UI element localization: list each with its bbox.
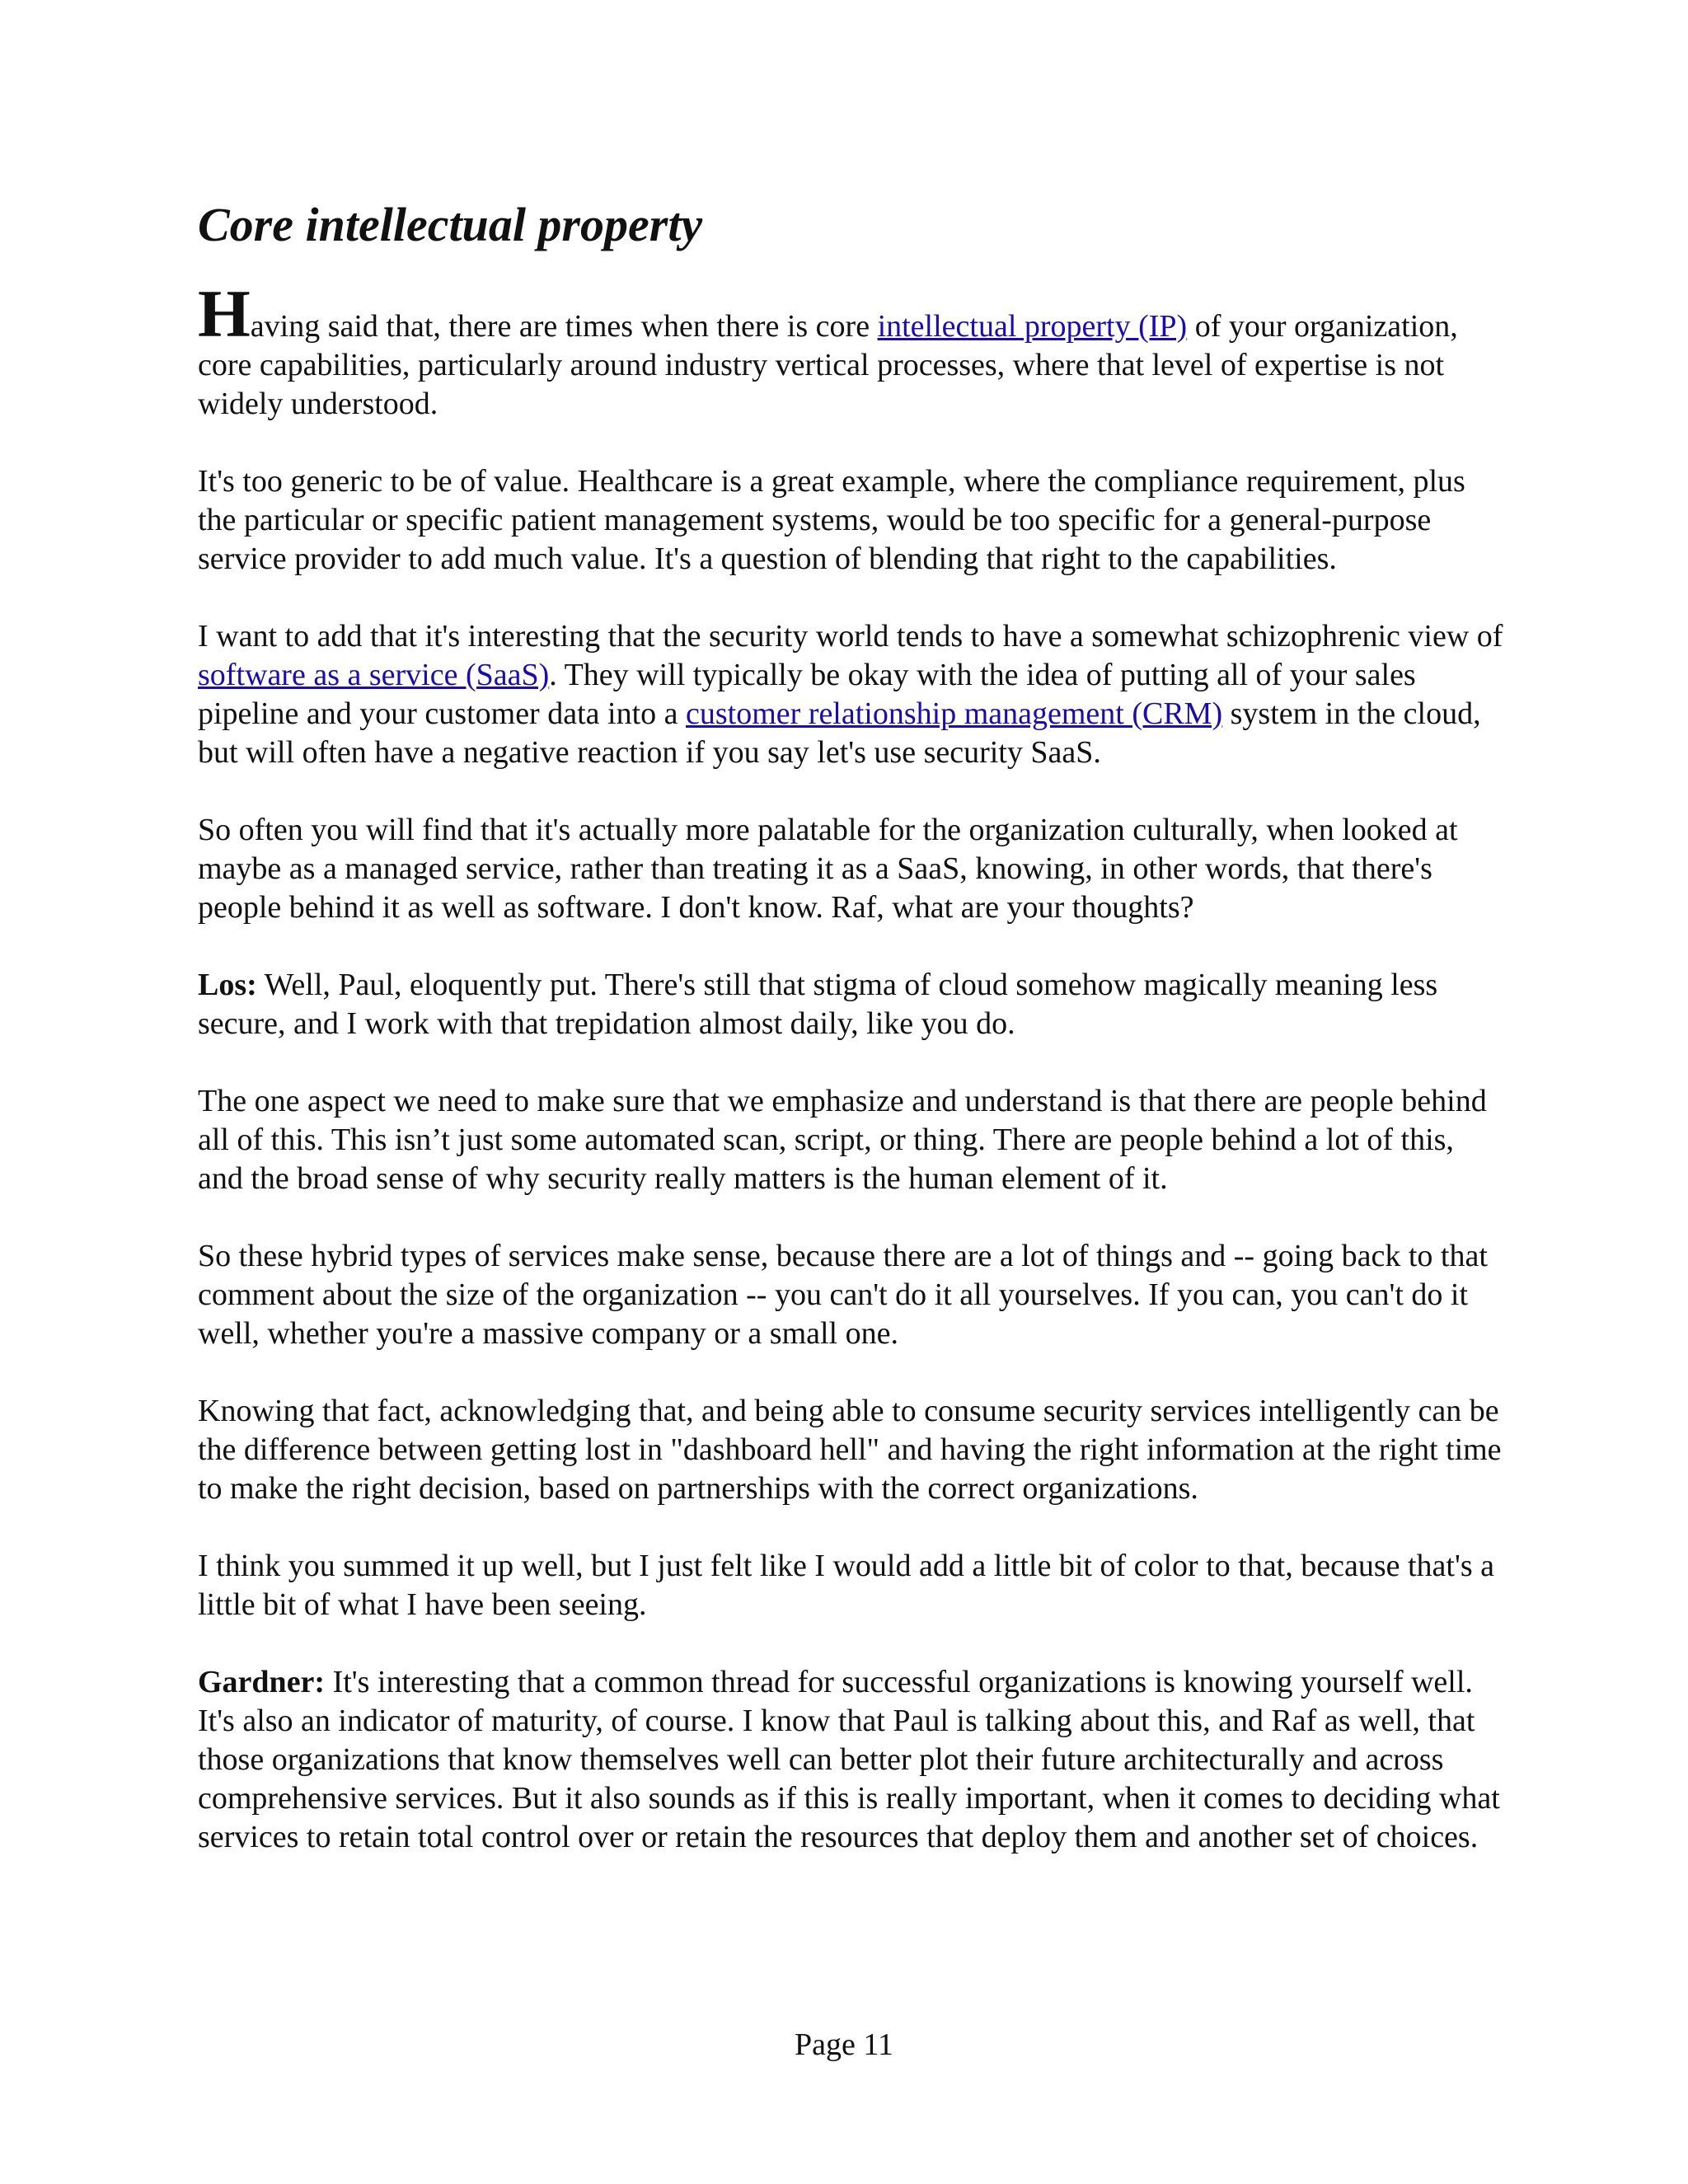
- drop-cap: H: [198, 275, 251, 351]
- paragraph-text: of your organization, core capabilities, particularly around industry vertical processes, where that level of expertise is not widely understood.: [198, 308, 1458, 421]
- paragraph-los: [198, 966, 1504, 1043]
- link-intellectual-property[interactable]: intellectual property (IP): [877, 308, 1188, 344]
- paragraph-text: system in the cloud, but will often have a negative reaction if you say let's use security SaaS.: [198, 696, 1481, 770]
- paragraph-gardner: [198, 1663, 1504, 1857]
- paragraph-text: Well, Paul, eloquently put. There's still that stigma of cloud somehow magically meaning less secure, and I work with that trepidation almost daily, like you do.: [198, 967, 1438, 1041]
- paragraph-managed-service: So often you will find that it's actually more palatable for the organization culturally, when looked at maybe as a managed service, rather than treating it as a SaaS, knowing, in other words, that there's people behind it as well as software. I don't know. Raf, what are your thoughts?: [198, 812, 1458, 925]
- paragraph-text: . They will typically be okay with the idea of putting all of your sales pipeline and your customer data into a: [198, 657, 1416, 731]
- paragraph-people: The one aspect we need to make sure that we emphasize and understand is that there are people behind all of this. This isn’t just some automated scan, script, or thing. There are people behind a lot of this, and the broad sense of why security really matters is the human element of it.: [198, 1083, 1487, 1196]
- section-heading: Core intellectual property: [198, 198, 703, 251]
- link-software-as-a-service[interactable]: software as a service (SaaS): [198, 657, 550, 692]
- speaker-label: Gardner:: [198, 1664, 326, 1699]
- speaker-label: Los:: [198, 967, 257, 1002]
- paragraph-saas: [198, 617, 1504, 772]
- paragraph-hybrid: So these hybrid types of services make sense, because there are a lot of things and -- going back to that comment about the size of the organization -- you can't do it all yourselves. If you can, you can't do it well, whether you're a massive company or a small one.: [198, 1238, 1488, 1351]
- link-crm[interactable]: customer relationship management (CRM): [686, 696, 1223, 731]
- paragraph-intro: [198, 275, 1504, 424]
- paragraph-text: It's interesting that a common thread for successful organizations is knowing yourself well. It's also an indicator of maturity, of course. I know that Paul is talking about this, and Raf as well, that those organizations that know themselves well can better plot their future architecturally and across comprehensive services. But it also sounds as if this is really important, when it comes to deciding what services to retain total control over or retain the resources that deploy them and another set of choices.: [198, 1664, 1500, 1854]
- paragraph-summary: I think you summed it up well, but I just felt like I would add a little bit of color to that, because that's a little bit of what I have been seeing.: [198, 1548, 1494, 1622]
- paragraph-text: I want to add that it's interesting that the security world tends to have a somewhat schizophrenic view of: [198, 618, 1503, 654]
- paragraph-text: aving said that, there are times when there is core: [250, 308, 878, 344]
- page-content: [198, 198, 1504, 1896]
- paragraph-healthcare: It's too generic to be of value. Healthcare is a great example, where the compliance requirement, plus the particular or specific patient management systems, would be too specific for a general-purpose service provider to add much value. It's a question of blending that right to the capabilities.: [198, 463, 1465, 576]
- page-number: Page 11: [795, 2027, 893, 2062]
- paragraph-dashboard: Knowing that fact, acknowledging that, and being able to consume security services intelligently can be the difference between getting lost in "dashboard hell" and having the right information at the right time to make the right decision, based on partnerships with the correct organizations.: [198, 1393, 1502, 1506]
